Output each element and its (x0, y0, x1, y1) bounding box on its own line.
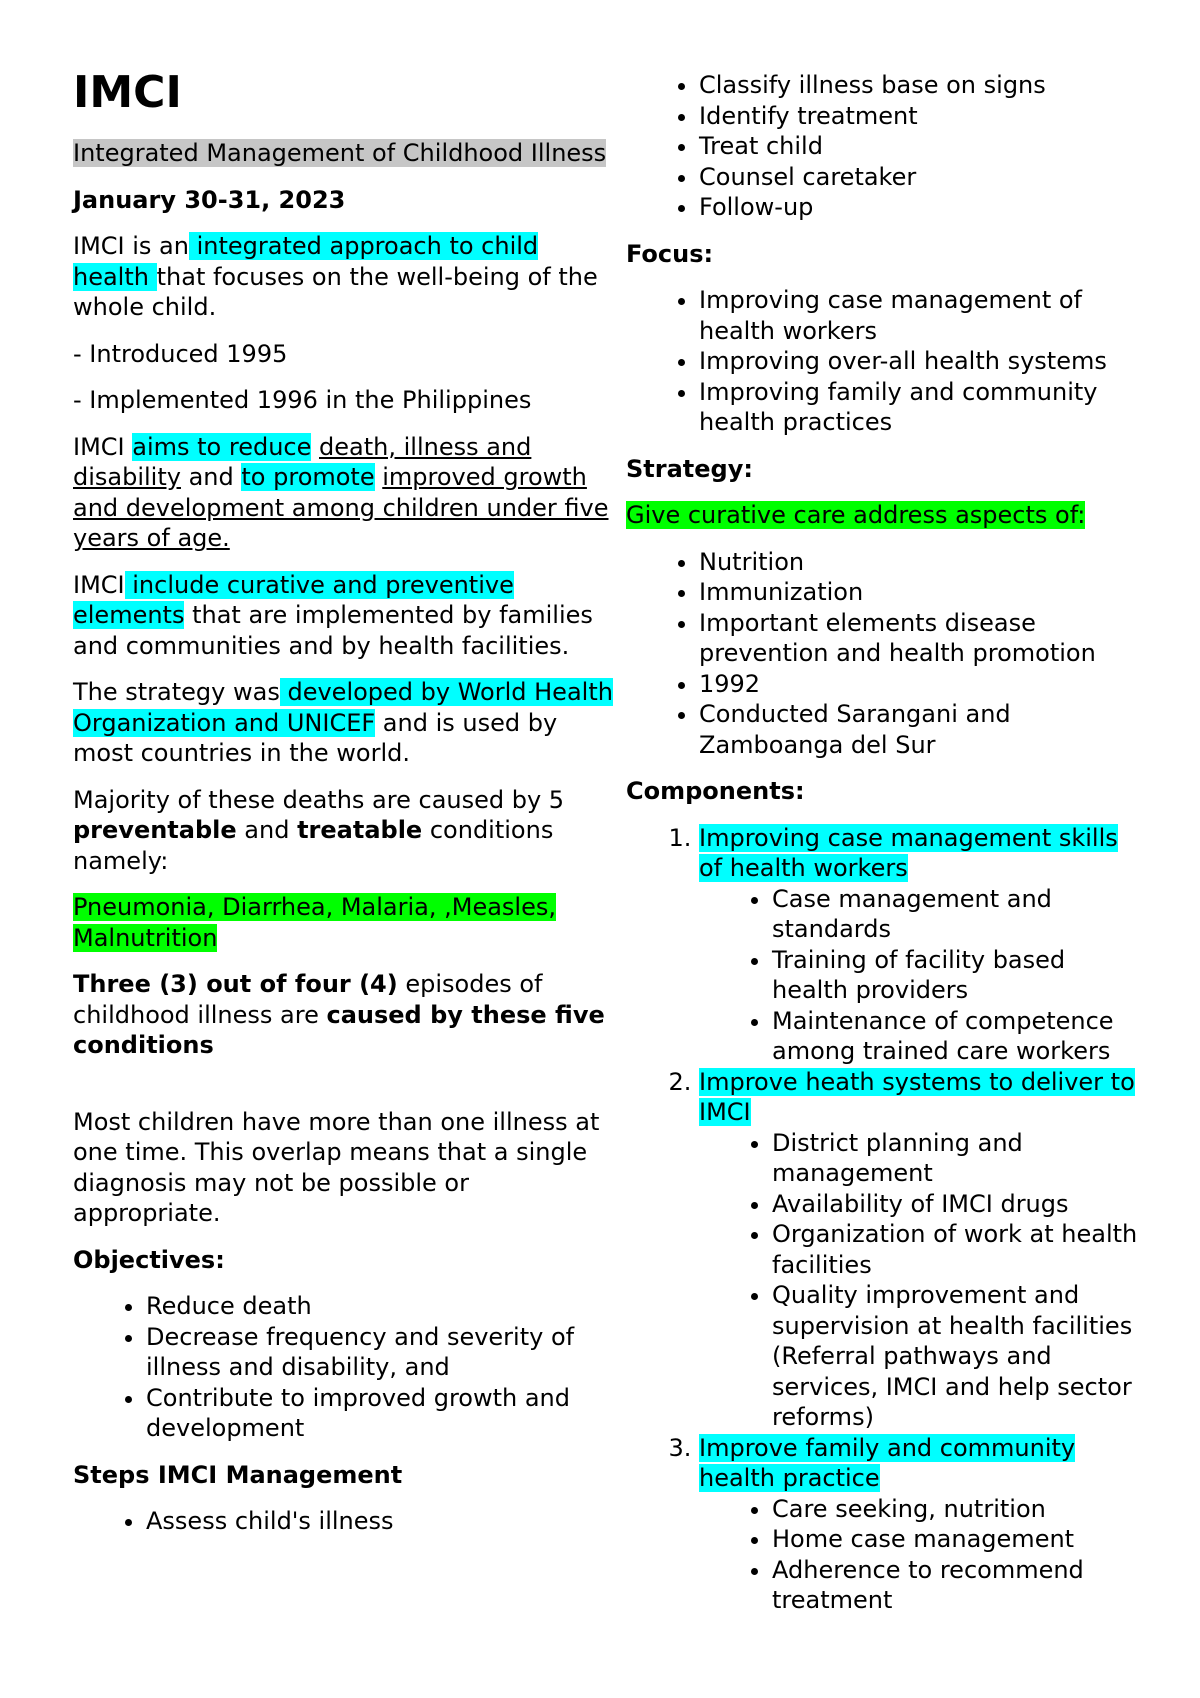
document-title: IMCI (73, 67, 182, 118)
aims-highlight: aims to reduce (132, 432, 312, 461)
list-item: • Conducted Sarangani and Zamboanga del Sur (699, 699, 1146, 760)
intro-text-end: that focuses on the well-being of the whole child. (73, 262, 598, 321)
list-item: • Follow-up (699, 192, 1146, 223)
spacer (73, 1077, 613, 1107)
component-item (699, 1067, 1146, 1433)
objectives-list (73, 1291, 613, 1444)
date: January 30-31, 2023 (73, 185, 346, 214)
introduced-line: - Introduced 1995 (73, 339, 288, 368)
list-item: • Improving over-all health systems (699, 346, 1146, 377)
implemented-line: - Implemented 1996 in the Philippines (73, 386, 532, 414)
aims-space (311, 433, 319, 461)
include-highlight: include curative and preventive elements (73, 570, 514, 629)
strategy-dev-paragraph (73, 677, 613, 769)
right-column (626, 70, 1146, 1632)
list-item: • Nutrition (699, 547, 1146, 578)
component-sublist (699, 1128, 1146, 1433)
conditions-highlight: Pneumonia, Diarrhea, Malaria, ,Measles, Malnutrition (73, 893, 556, 952)
steps-heading: Steps IMCI Management (73, 1460, 403, 1489)
include-text: IMCI (73, 570, 125, 599)
components-heading: Components: (626, 777, 805, 805)
list-item: • Important elements disease prevention and health promotion (699, 608, 1146, 669)
component-item (699, 1433, 1146, 1616)
list-item: • Assess child's illness (146, 1506, 613, 1537)
majority-and: and (236, 816, 298, 844)
list-item: • Identify treatment (699, 101, 1146, 132)
list-item: • District planning and management (772, 1128, 1146, 1189)
list-item: • Maintenance of competence among trained care workers (772, 1006, 1146, 1067)
overlap-paragraph: Most children have more than one illness at one time. This overlap means that a single diagnosis may not be possible or appropriate. (73, 1107, 600, 1227)
five-conditions-bold: caused by these five conditions (73, 1000, 605, 1059)
list-item: • Availability of IMCI drugs (772, 1189, 1146, 1220)
strategy-highlight: Give curative care address aspects of: (626, 501, 1086, 529)
list-item: • Counsel caretaker (699, 162, 1146, 193)
steps-list-start (73, 1506, 613, 1537)
aims-underline-1: death, illness and disability (73, 432, 532, 491)
list-item: • Immunization (699, 577, 1146, 608)
list-item: • Contribute to improved growth and development (146, 1383, 613, 1444)
component-sublist (699, 884, 1146, 1067)
intro-highlight: integrated approach to child health (73, 232, 539, 291)
subtitle (73, 138, 613, 169)
list-item: • Classify illness base on signs (699, 70, 1146, 101)
aspects-list (626, 547, 1146, 761)
list-item: • Case management and standards (772, 884, 1146, 945)
list-item: • Quality improvement and supervision at health facilities (Referral pathways and services, IMCI and help sector reforms) (772, 1280, 1146, 1433)
component-sublist (699, 1494, 1146, 1616)
list-item: • 1992 (699, 669, 1146, 700)
promote-highlight: to promote (241, 463, 375, 491)
list-item: • Home case management (772, 1524, 1146, 1555)
majority-paragraph (73, 785, 613, 877)
include-text-end: that are implemented by families and communities and by health facilities. (73, 601, 593, 660)
list-item: • Decrease frequency and severity of illness and disability, and (146, 1322, 613, 1383)
objectives-heading: Objectives: (73, 1245, 225, 1274)
focus-list (626, 285, 1146, 438)
strategy-dev-text: The strategy was (73, 678, 280, 706)
focus-heading: Focus: (626, 239, 714, 268)
aims-text: IMCI (73, 432, 133, 461)
list-item: • Training of facility based health providers (772, 945, 1146, 1006)
aims-and: and (180, 463, 242, 491)
include-paragraph (73, 570, 613, 662)
strategy-heading: Strategy: (626, 454, 753, 483)
list-item: • Reduce death (146, 1291, 613, 1322)
intro-text: IMCI is an (73, 232, 189, 260)
aims-paragraph (73, 432, 613, 554)
list-item: • Treat child (699, 131, 1146, 162)
preventable-bold: preventable (73, 816, 237, 844)
list-item: • Improving family and community health practices (699, 377, 1146, 438)
three-of-four-text: episodes of childhood illness are (73, 970, 543, 1029)
component-item (699, 823, 1146, 1067)
steps-list-continued (626, 70, 1146, 223)
subtitle-text: Integrated Management of Childhood Illness (73, 139, 607, 167)
list-item: • Improving case management of health workers (699, 285, 1146, 346)
strategy-dev-text-end: and is used by most countries in the world. (73, 708, 558, 767)
component-title: Improve heath systems to deliver to IMCI (699, 1067, 1135, 1126)
aims-underline-2: improved growth and development among children under five years of age. (73, 463, 609, 552)
component-title: Improve family and community health practice (699, 1433, 1076, 1492)
majority-text: Majority of these deaths are caused by 5 (73, 785, 565, 814)
treatable-bold: treatable (297, 816, 423, 844)
strategy-line (626, 500, 1146, 531)
list-item: • Organization of work at health facilities (772, 1219, 1146, 1280)
intro-paragraph (73, 231, 613, 323)
left-column (73, 66, 613, 1553)
components-list (626, 823, 1146, 1616)
majority-text-end: conditions namely: (73, 816, 554, 875)
component-title: Improving case management skills of health workers (699, 823, 1118, 882)
list-item: • Adherence to recommend treatment (772, 1555, 1146, 1616)
strategy-dev-highlight: developed by World Health Organization and UNICEF (73, 678, 613, 737)
list-item: • Care seeking, nutrition (772, 1494, 1146, 1525)
conditions-paragraph (73, 892, 613, 953)
three-of-four-bold: Three (3) out of four (4) (73, 970, 398, 998)
three-of-four-paragraph (73, 969, 613, 1061)
